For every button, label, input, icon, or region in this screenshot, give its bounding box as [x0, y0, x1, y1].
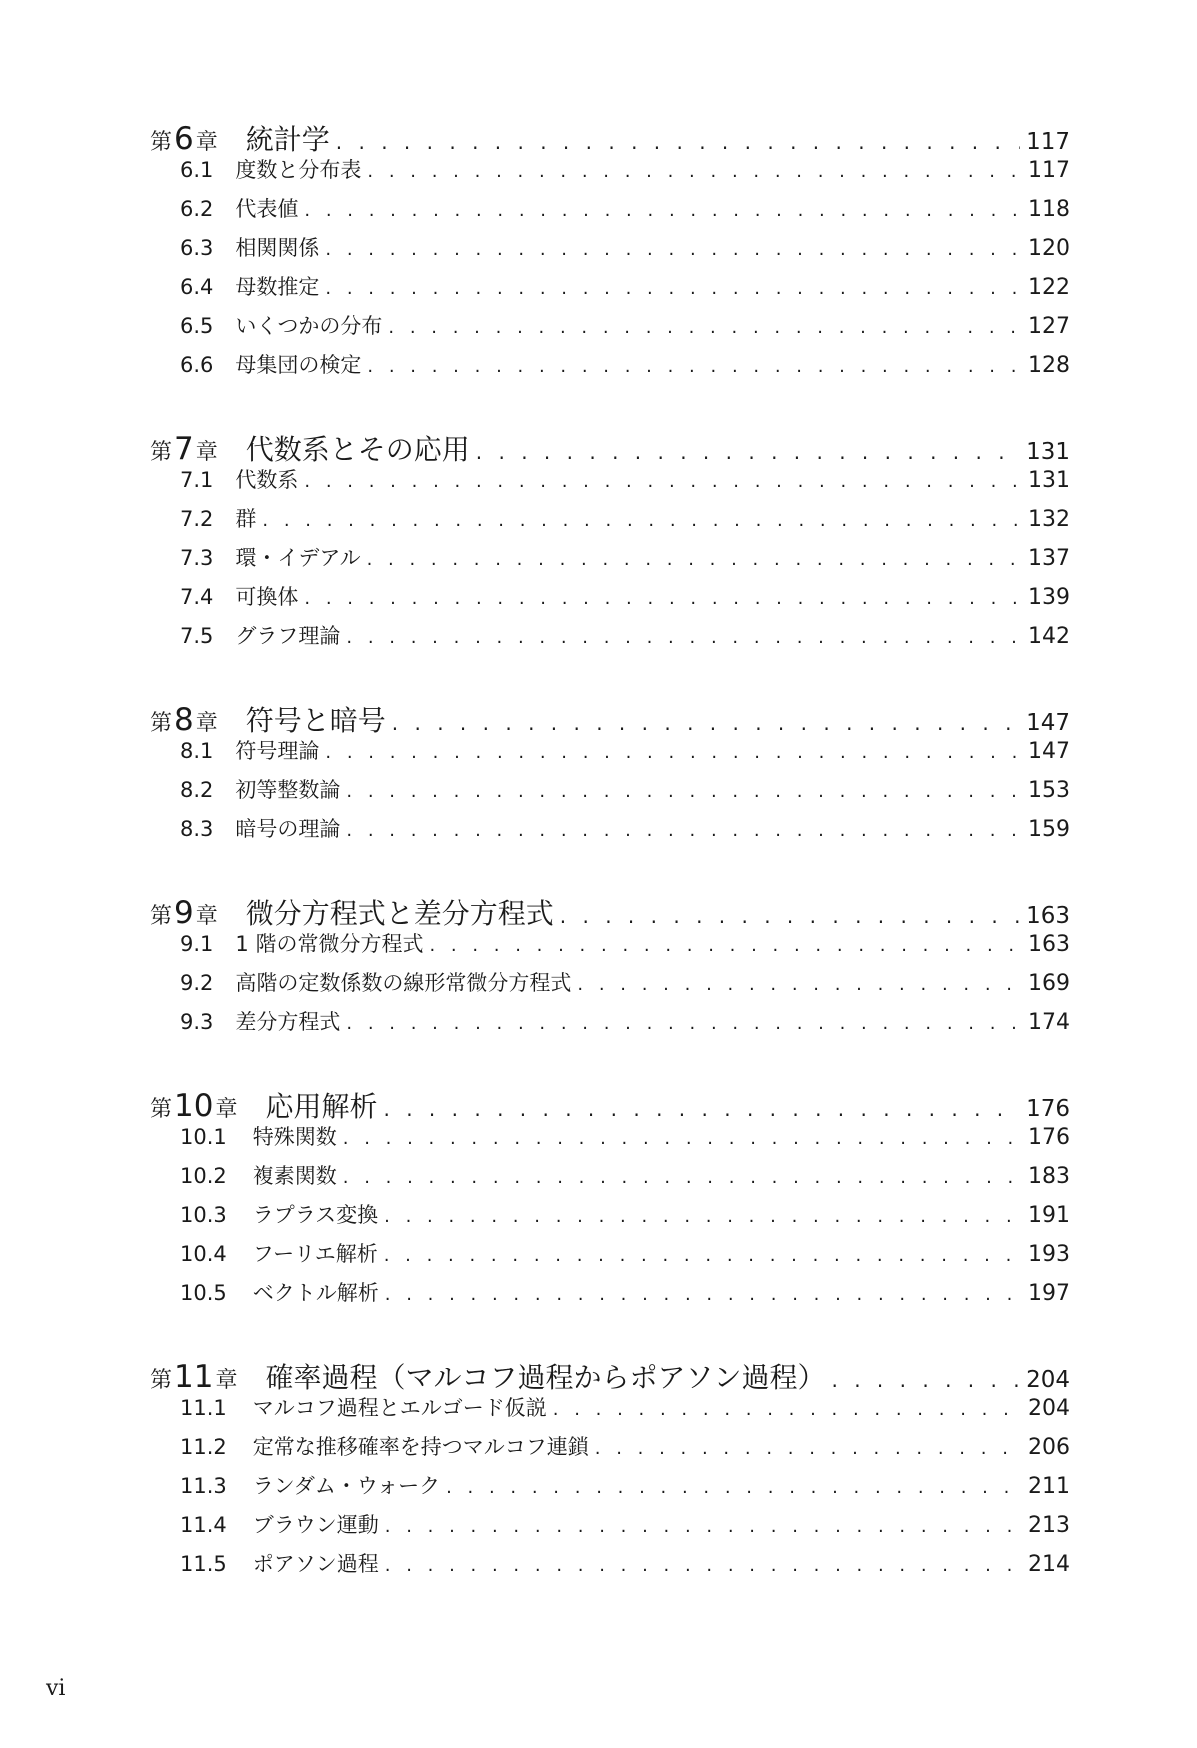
dot-leader	[384, 1206, 1022, 1227]
section-title: 相関関係	[235, 236, 320, 260]
chapter-number: 6	[174, 121, 194, 157]
section-title: 可換体	[235, 585, 299, 609]
section-entry	[150, 503, 1070, 542]
dot-leader	[367, 356, 1022, 377]
chapter-prefix: 第	[150, 904, 173, 929]
section-number: 6.6	[180, 353, 214, 377]
section-title: グラフ理論	[235, 624, 341, 648]
section-page: 191	[1028, 1203, 1070, 1228]
section-page: 142	[1028, 624, 1070, 649]
section-page: 214	[1028, 1552, 1070, 1577]
section-entry	[150, 735, 1070, 774]
section-number: 11.1	[180, 1396, 227, 1420]
dot-leader	[560, 904, 1020, 928]
dot-leader	[429, 935, 1022, 956]
chapter-page: 131	[1026, 439, 1070, 465]
section-page: 211	[1028, 1474, 1070, 1499]
chapter-suffix: 章	[215, 1097, 238, 1122]
section-page: 132	[1028, 507, 1070, 532]
chapter-title: 応用解析	[265, 1090, 378, 1123]
section-entry	[150, 928, 1070, 967]
dot-leader	[336, 130, 1020, 154]
section-page: 206	[1028, 1435, 1070, 1460]
chapter-prefix: 第	[150, 130, 173, 155]
section-entry	[150, 1006, 1070, 1045]
section-title: 度数と分布表	[235, 158, 362, 182]
section-title: 初等整数論	[235, 778, 341, 802]
section-number: 8.1	[180, 739, 214, 763]
dot-leader	[832, 1368, 1021, 1392]
section-number: 6.1	[180, 158, 214, 182]
section-entry	[150, 271, 1070, 310]
section-page: 118	[1028, 197, 1070, 222]
section-number: 9.1	[180, 932, 214, 956]
section-title: 代表値	[235, 197, 299, 221]
chapter-prefix: 第	[150, 1097, 173, 1122]
section-number: 11.5	[180, 1552, 227, 1576]
dot-leader	[367, 549, 1022, 570]
section-page: 174	[1028, 1010, 1070, 1035]
section-entry	[150, 620, 1070, 659]
section-entry	[150, 774, 1070, 813]
section-title: ポアソン過程	[252, 1552, 379, 1576]
dot-leader	[343, 1167, 1022, 1188]
section-number: 7.2	[180, 507, 214, 531]
section-entry	[150, 349, 1070, 388]
section-number: 10.3	[180, 1203, 227, 1227]
section-number: 6.3	[180, 236, 214, 260]
dot-leader	[388, 317, 1022, 338]
chapter-number: 11	[174, 1359, 214, 1395]
section-page: 176	[1028, 1125, 1070, 1150]
section-title: ラプラス変換	[252, 1203, 379, 1227]
chapter-block	[150, 699, 1070, 852]
chapter-prefix: 第	[150, 711, 173, 736]
section-page: 131	[1028, 468, 1070, 493]
section-title: ランダム・ウォーク	[252, 1474, 441, 1498]
chapter-number: 8	[174, 702, 194, 738]
section-number: 8.3	[180, 817, 214, 841]
section-title: ブラウン運動	[252, 1513, 379, 1537]
chapter-block	[150, 1356, 1070, 1587]
chapter-page: 176	[1026, 1096, 1070, 1122]
section-number: 7.1	[180, 468, 214, 492]
dot-leader	[346, 1013, 1022, 1034]
section-entry	[150, 813, 1070, 852]
section-number: 11.4	[180, 1513, 227, 1537]
chapter-title: 代数系とその応用	[245, 433, 470, 466]
chapter-number: 9	[174, 895, 194, 931]
section-entry	[150, 1277, 1070, 1316]
section-entry	[150, 542, 1070, 581]
chapter-prefix: 第	[150, 1368, 173, 1393]
section-number: 10.1	[180, 1125, 227, 1149]
table-of-contents	[150, 118, 1070, 1627]
section-page: 128	[1028, 353, 1070, 378]
section-entry	[150, 581, 1070, 620]
chapter-title: 統計学	[245, 123, 330, 156]
dot-leader	[577, 974, 1022, 995]
section-page: 193	[1028, 1242, 1070, 1267]
dot-leader	[385, 1516, 1022, 1537]
dot-leader	[304, 471, 1022, 492]
section-number: 7.5	[180, 624, 214, 648]
section-number: 7.4	[180, 585, 214, 609]
section-title: 複素関数	[252, 1164, 337, 1188]
chapter-page: 147	[1026, 710, 1070, 736]
section-page: 137	[1028, 546, 1070, 571]
chapter-number: 7	[174, 431, 194, 467]
dot-leader	[343, 1128, 1022, 1149]
section-title: 暗号の理論	[235, 817, 341, 841]
section-title: ベクトル解析	[252, 1281, 379, 1305]
section-title: 高階の定数係数の線形常微分方程式	[235, 971, 572, 995]
section-entry	[150, 1392, 1070, 1431]
section-title: 母集団の検定	[235, 353, 362, 377]
chapter-number: 10	[174, 1088, 214, 1124]
chapter-block	[150, 118, 1070, 388]
section-page: 122	[1028, 275, 1070, 300]
section-entry	[150, 1199, 1070, 1238]
section-title: 符号理論	[235, 739, 320, 763]
chapter-suffix: 章	[195, 711, 218, 736]
dot-leader	[385, 1555, 1022, 1576]
chapter-heading	[150, 699, 1070, 738]
dot-leader	[346, 781, 1022, 802]
section-page: 213	[1028, 1513, 1070, 1538]
dot-leader	[384, 1245, 1022, 1266]
page-folio: vi	[46, 1676, 66, 1701]
dot-leader	[262, 510, 1022, 531]
chapter-block	[150, 892, 1070, 1045]
dot-leader	[325, 239, 1022, 260]
section-page: 197	[1028, 1281, 1070, 1306]
dot-leader	[367, 161, 1022, 182]
dot-leader	[325, 278, 1022, 299]
section-number: 10.2	[180, 1164, 227, 1188]
chapter-title: 微分方程式と差分方程式	[245, 897, 554, 930]
chapter-page: 163	[1026, 903, 1070, 929]
section-title: 定常な推移確率を持つマルコフ連鎖	[252, 1435, 589, 1459]
section-entry	[150, 310, 1070, 349]
section-entry	[150, 232, 1070, 271]
chapter-prefix: 第	[150, 440, 173, 465]
dot-leader	[384, 1097, 1021, 1121]
section-number: 10.4	[180, 1242, 227, 1266]
dot-leader	[446, 1477, 1022, 1498]
section-title: 代数系	[235, 468, 299, 492]
section-title: いくつかの分布	[235, 314, 383, 338]
section-title: マルコフ過程とエルゴード仮説	[252, 1396, 547, 1420]
section-number: 6.2	[180, 197, 214, 221]
section-number: 9.3	[180, 1010, 214, 1034]
dot-leader	[325, 742, 1022, 763]
section-title: 母数推定	[235, 275, 320, 299]
section-entry	[150, 967, 1070, 1006]
section-entry	[150, 1548, 1070, 1587]
section-entry	[150, 1160, 1070, 1199]
section-number: 6.5	[180, 314, 214, 338]
dot-leader	[385, 1284, 1022, 1305]
section-title: 環・イデアル	[235, 546, 361, 570]
dot-leader	[346, 627, 1022, 648]
chapter-page: 117	[1026, 129, 1070, 155]
chapter-suffix: 章	[195, 904, 218, 929]
section-page: 153	[1028, 778, 1070, 803]
section-title: 1 階の常微分方程式	[235, 932, 424, 956]
section-page: 163	[1028, 932, 1070, 957]
chapter-block	[150, 1085, 1070, 1316]
section-entry	[150, 464, 1070, 503]
section-page: 183	[1028, 1164, 1070, 1189]
section-page: 120	[1028, 236, 1070, 261]
section-entry	[150, 1509, 1070, 1548]
section-title: 特殊関数	[252, 1125, 337, 1149]
section-title: フーリエ解析	[252, 1242, 378, 1266]
chapter-page: 204	[1026, 1367, 1070, 1393]
section-page: 147	[1028, 739, 1070, 764]
dot-leader	[553, 1399, 1022, 1420]
section-number: 11.3	[180, 1474, 227, 1498]
section-page: 169	[1028, 971, 1070, 996]
section-title: 群	[235, 507, 257, 531]
chapter-title: 符号と暗号	[245, 704, 386, 737]
section-page: 139	[1028, 585, 1070, 610]
dot-leader	[304, 200, 1022, 221]
section-entry	[150, 1238, 1070, 1277]
section-title: 差分方程式	[235, 1010, 341, 1034]
chapter-heading	[150, 1356, 1070, 1395]
chapter-heading	[150, 1085, 1070, 1124]
section-entry	[150, 154, 1070, 193]
dot-leader	[392, 711, 1020, 735]
section-entry	[150, 1431, 1070, 1470]
chapter-heading	[150, 118, 1070, 157]
dot-leader	[476, 440, 1020, 464]
chapter-suffix: 章	[195, 130, 218, 155]
section-number: 8.2	[180, 778, 214, 802]
chapter-heading	[150, 428, 1070, 467]
chapter-title: 確率過程（マルコフ過程からポアソン過程）	[265, 1361, 826, 1394]
section-page: 127	[1028, 314, 1070, 339]
section-number: 11.2	[180, 1435, 227, 1459]
section-number: 10.5	[180, 1281, 227, 1305]
dot-leader	[595, 1438, 1022, 1459]
chapter-block	[150, 428, 1070, 659]
section-entry	[150, 1121, 1070, 1160]
chapter-suffix: 章	[195, 440, 218, 465]
dot-leader	[304, 588, 1022, 609]
section-number: 6.4	[180, 275, 214, 299]
section-page: 117	[1028, 158, 1070, 183]
chapter-heading	[150, 892, 1070, 931]
section-page: 204	[1028, 1396, 1070, 1421]
dot-leader	[346, 820, 1022, 841]
section-number: 9.2	[180, 971, 214, 995]
section-entry	[150, 193, 1070, 232]
section-page: 159	[1028, 817, 1070, 842]
chapter-suffix: 章	[215, 1368, 238, 1393]
section-number: 7.3	[180, 546, 214, 570]
section-entry	[150, 1470, 1070, 1509]
